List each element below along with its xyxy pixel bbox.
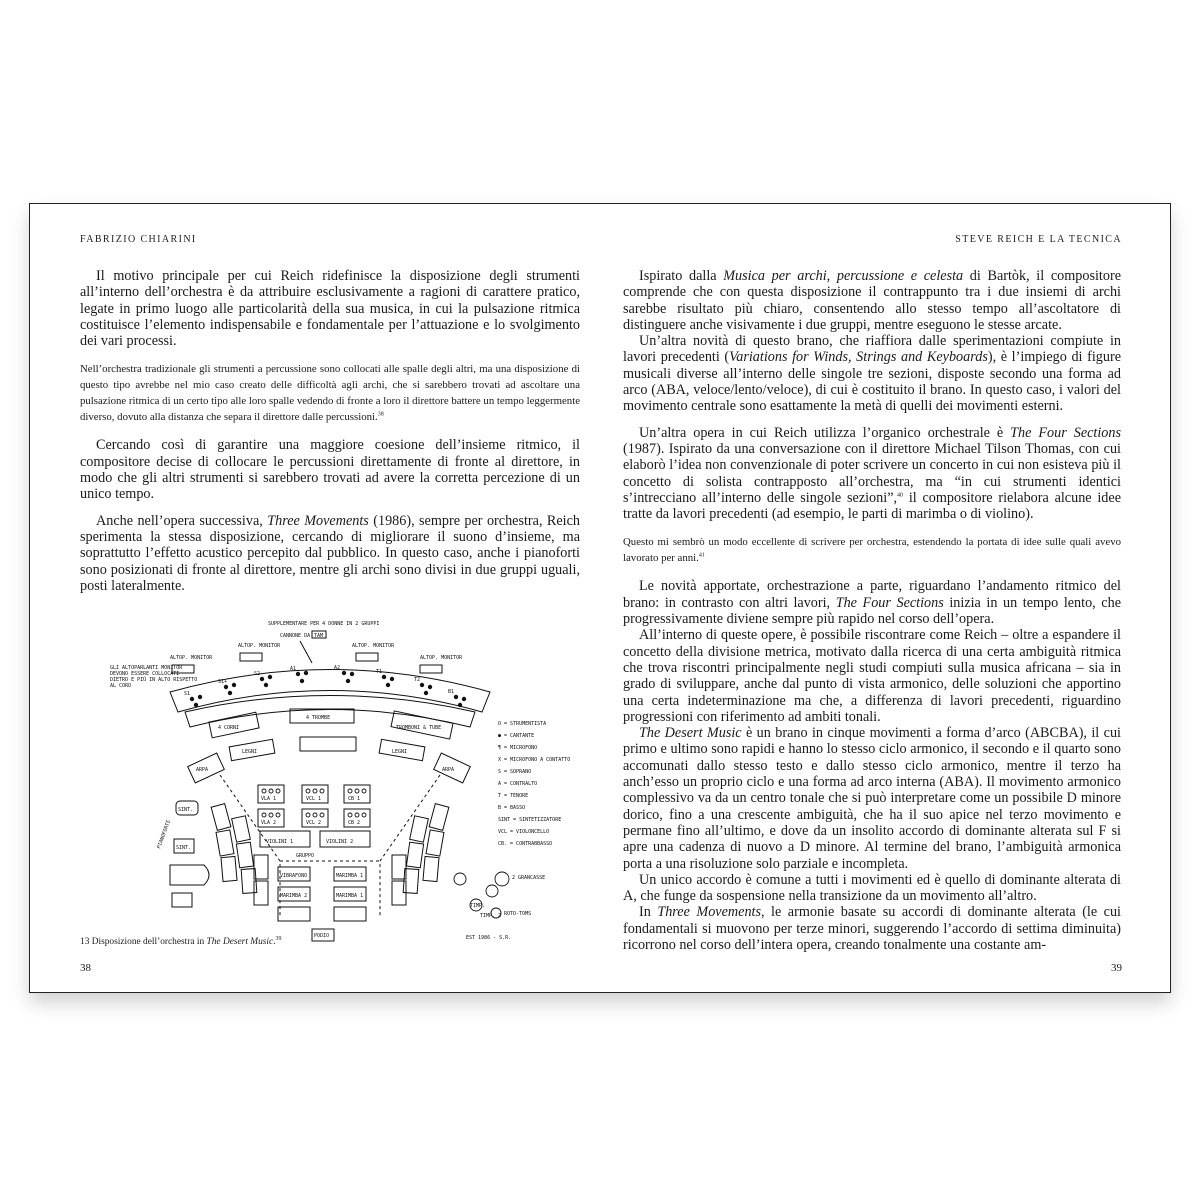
svg-text:S2: S2: [254, 671, 261, 677]
right-page: [601, 204, 1172, 992]
svg-text:¶ = MICROFONO: ¶ = MICROFONO: [498, 745, 538, 751]
svg-text:2 GRANCASSE: 2 GRANCASSE: [512, 875, 546, 881]
block-quote: [80, 361, 580, 425]
svg-text:A1: A1: [290, 666, 297, 672]
svg-text:CB 2: CB 2: [348, 820, 361, 826]
svg-text:LEGNI: LEGNI: [392, 749, 408, 755]
work-title: The Four Sections: [835, 594, 944, 611]
left-page: [30, 204, 601, 992]
svg-text:S = SOPRANO: S = SOPRANO: [498, 769, 532, 775]
work-title: Three Movements: [267, 512, 369, 529]
work-title: Variations for Winds, Strings and Keyboards: [729, 349, 988, 366]
svg-text:A2: A2: [334, 665, 341, 671]
svg-text:AL CORO: AL CORO: [110, 683, 132, 689]
svg-text:S1+: S1+: [218, 679, 228, 685]
paragraph: Un’altra opera in cui Reich utilizza l’organico orchestrale è The Four Sections (1987). Ispirato da una conversazione con il direttore Michael Tilson Thomas, con cui elaborò l’idea non convenzionale di poter scrivere un concerto in cui non esisteva più il concetto di solista contrapposto all’orchestra, ma “in cui strumenti identici s’intrecciano all’interno delle singole sezioni”,$^{40}$ il compositore rielabora alcune idee tratte da lavori precedenti (ad esempio, le parti di marimba o di violino).: [623, 424, 1122, 523]
svg-text:VCL 2: VCL 2: [306, 820, 322, 826]
svg-text:MARIMBA 1: MARIMBA 1: [336, 893, 364, 899]
svg-text:DIETRO E PIÙ IN ALTO RISPETTO: DIETRO E PIÙ IN ALTO RISPETTO: [110, 677, 198, 683]
book-spread: [29, 203, 1171, 993]
svg-text:SINT.: SINT.: [176, 845, 192, 851]
left-text-column: [80, 268, 580, 594]
footnote-ref: 38: [377, 411, 384, 418]
page-number: 39: [1111, 962, 1122, 974]
svg-text:B1: B1: [448, 689, 455, 695]
right-text-column: [623, 268, 1121, 953]
svg-text:PODIO: PODIO: [314, 933, 330, 939]
svg-text:4 TROMBE: 4 TROMBE: [306, 715, 331, 721]
svg-text:VIOLINI 2: VIOLINI 2: [326, 839, 354, 845]
svg-text:VIOLINI 1: VIOLINI 1: [266, 839, 294, 845]
svg-text:ALTOP. MONITOR: ALTOP. MONITOR: [238, 643, 281, 649]
svg-text:ALTOP. MONITOR: ALTOP. MONITOR: [352, 643, 395, 649]
svg-text:VCL 1: VCL 1: [306, 796, 322, 802]
svg-text:MARIMBA 2: MARIMBA 2: [280, 893, 308, 899]
paragraph: Le novità apportate, orchestrazione a parte, riguardano l’andamento ritmico del brano: in contrasto con altri lavori, The Four Sections inizia in un tempo lento, che progressivamente diviene sempre più rapido nel corso dell’opera.: [623, 578, 1121, 628]
quote-text: Nell’orchestra tradizionale gli strumenti a percussione sono collocati alle spalle degli altri, ma una disposizione di questo tipo avrebbe nel mio caso creato delle difficoltà agli archi, che si sarebbero trovati ad ascoltare una pulsazione ritmica di un certo tipo alle loro spalle vedendo di fronte a loro il direttore battere un tempo leggermente diverso, dovuto alla distanza che separa il direttore dalle percussioni.: [80, 363, 580, 424]
monitor-label: ALTOP. MONITOR: [170, 655, 213, 661]
svg-text:● = CANTANTE: ● = CANTANTE: [498, 733, 535, 739]
svg-text:GRUPPO: GRUPPO: [296, 853, 315, 859]
monitor-note-1: GLI ALTOPARLANTI MONITOR: [110, 665, 183, 671]
work-title: The Four Sections: [1010, 424, 1122, 441]
svg-text:ARPA: ARPA: [196, 767, 209, 773]
svg-text:ALTOP. MONITOR: ALTOP. MONITOR: [420, 655, 463, 661]
svg-text:VIBRAFONO: VIBRAFONO: [280, 873, 308, 879]
svg-text:PIANOFORTE: PIANOFORTE: [156, 819, 173, 850]
choir-singers: [190, 671, 466, 707]
paragraph: Un unico accordo è comune a tutti i movimenti ed è quello di dominante alterata di A, che funge da sospensione nella transizione da un movimento all’altro.: [623, 871, 1121, 905]
paragraph: The Desert Music è un brano in cinque movimenti a forma d’arco (ABCBA), il cui primo e ultimo sono rapidi e hanno lo stesso ciclo armonico, il secondo e il quarto sono accomunati dallo stesso testo e dallo stesso ciclo armonico, mentre il terzo ha anch’esso un proprio ciclo e una forma ad arco interna (ABA). Il movimento armonico complessivo va da un centro tonale che si può interpretare come un possibile D minore dorico, fino a una crescente ambiguità, che ha il suo apice nel terzo movimento e permane fino all’ultimo, e dove da un insolito accordo di dominante alterata sul F si apre una cadenza di nuovo a D minore. Al termine del brano, l’ambiguità armonica porta a una risoluzione solo parziale e incompleta.: [623, 725, 1121, 872]
svg-text:VLA 1: VLA 1: [261, 796, 277, 802]
work-title: The Desert Music: [639, 725, 742, 742]
svg-text:VLA 2: VLA 2: [261, 820, 277, 826]
svg-text:TAM: TAM: [314, 633, 324, 639]
supplement-label: SUPPLEMENTARE PER 4 DONNE IN 2 GRUPPI: [268, 621, 380, 627]
footnote-ref: 41: [698, 552, 705, 559]
svg-text:A = CONTRALTO: A = CONTRALTO: [498, 781, 538, 787]
svg-text:T2: T2: [414, 677, 421, 683]
svg-text:MARIMBA 1: MARIMBA 1: [336, 873, 364, 879]
paragraph: All’interno di queste opere, è possibile riscontrare come Reich – oltre a espandere il concetto della divisione metrica, motivato dalla ricerca di una certa ambiguità ritmica che trova riscontri principalmente negli studi compiuti sulla musica africana – sia in grado di sviluppare, anche dal punto di vista armonico, delle soluzioni che apportino una certa indeterminazione ma che, a differenza di lavori precedenti, riguardino progressioni con riferimento ad ambiti tonali.: [623, 627, 1121, 725]
page-number: 38: [80, 962, 91, 974]
svg-text:S1: S1: [184, 691, 191, 697]
svg-text:DEVONO ESSERE COLLOCATI: DEVONO ESSERE COLLOCATI: [110, 671, 180, 677]
svg-text:TIMP.: TIMP.: [470, 903, 486, 909]
svg-text:TIMP. 2: TIMP. 2: [480, 913, 502, 919]
paragraph: Il motivo principale per cui Reich ridefinisce la disposizione degli strumenti all’interno dell’orchestra è da attribuire esclusivamente a ragioni di carattere pratico, legate in primo luogo alle particolarità della sua musica, in cui la pulsazione ritmica costituisce l’elemento indispensabile e fondamentale per l’attuazione e lo svolgimento dei vari processi.: [80, 268, 580, 350]
paragraph: Ispirato dalla Musica per archi, percussione e celesta di Bartòk, il compositore comprende che con questa disposizione il contrappunto tra i due insiemi di archi sarebbe risultato più chiaro, consentendo allo stesso tempo all’ascoltatore di distinguere anche visivamente i due gruppi, mentre eseguono le stesse arcate.: [623, 268, 1121, 333]
svg-text:VCL = VIOLONCELLO: VCL = VIOLONCELLO: [498, 829, 550, 835]
svg-text:ARPA: ARPA: [442, 767, 455, 773]
block-quote: Questo mi sembrò un modo eccellente di scrivere per orchestra, estendendo la portata di idee sulle quali avevo lavorato per anni.$^{41}$: [623, 536, 1121, 565]
svg-text:T1: T1: [376, 669, 383, 675]
string-desks-right: [392, 804, 449, 905]
svg-text:O = STRUMENTISTA: O = STRUMENTISTA: [498, 721, 547, 727]
svg-text:LEGNI: LEGNI: [242, 749, 258, 755]
paragraph: In Three Movements, le armonie basate su accordi di dominante alterata (le cui fondamentali si muovono per terze minori, suggerendo l’accordo di settima diminuita) ricorrono nel corso dell’intera opera, creando tonalmente una costante am-: [623, 904, 1121, 953]
svg-text:X = MICROFONO A CONTATTO: X = MICROFONO A CONTATTO: [498, 757, 571, 763]
svg-text:B = BASSO: B = BASSO: [498, 805, 526, 811]
svg-text:ROTO-TOMS: ROTO-TOMS: [504, 911, 532, 917]
work-title: Musica per archi, percussione e celesta: [723, 268, 964, 284]
paragraph: Anche nell’opera successiva, Three Movements (1986), sempre per orchestra, Reich sperimenta la stessa disposizione, cercando di migliorare il suono d’insieme, ma soprattutto l’effetto acustico percepito dal pubblico. In questo caso, anche i pianoforti sono posizionati di fronte al direttore, mentre gli archi sono divisi in due gruppi uguali, posti lateralmente.: [80, 512, 580, 594]
paragraph: Cercando così di garantire una maggiore coesione dell’insieme ritmico, il compositore decise di collocare le percussioni direttamente di fronte al direttore, in modo che gli altri strumenti si sarebbero trovati ad avere la corretta percezione di un unico tempo.: [80, 437, 580, 503]
paragraph: Un’altra novità di questo brano, che riaffiora dalle sperimentazioni compiute in lavori precedenti (Variations for Winds, Strings and Keyboards), è l’impiego di figure musicali diverse all’interno delle singole tre sezioni, disposte secondo una forma ad arco (ABA, veloce/lento/veloce), di cui è costituito il brano. In questo caso, i valori del movimento centrale sono esattamente la metà di quelli dei movimenti esterni.: [623, 333, 1121, 415]
orchestra-diagram: [110, 617, 571, 947]
string-desks-left: [211, 804, 268, 905]
svg-text:CB. = CONTRABBASSO: CB. = CONTRABBASSO: [498, 841, 553, 847]
svg-text:SINT.: SINT.: [178, 807, 194, 813]
footnote-ref: 39: [275, 935, 282, 942]
diagram-legend: [498, 721, 570, 847]
diagram-signature: EST 1986 - S.R.: [466, 935, 512, 941]
work-title: Three Movements: [657, 904, 762, 921]
running-head-title: STEVE REICH E LA TECNICA: [955, 234, 1122, 245]
svg-text:T = TENORE: T = TENORE: [498, 793, 529, 799]
svg-text:4 CORNI: 4 CORNI: [218, 725, 240, 731]
figure-caption: 13 Disposizione dell’orchestra in The Desert Music.$^{39}$: [80, 935, 282, 947]
svg-text:CB 1: CB 1: [348, 796, 361, 802]
svg-text:TROMBONI & TUBE: TROMBONI & TUBE: [396, 725, 442, 731]
running-head-author: FABRIZIO CHIARINI: [80, 234, 197, 245]
svg-text:CANNONE DA: CANNONE DA: [280, 633, 311, 639]
footnote-ref: 40: [897, 492, 904, 499]
svg-text:SINT = SINTETIZZATORE: SINT = SINTETIZZATORE: [498, 817, 562, 823]
